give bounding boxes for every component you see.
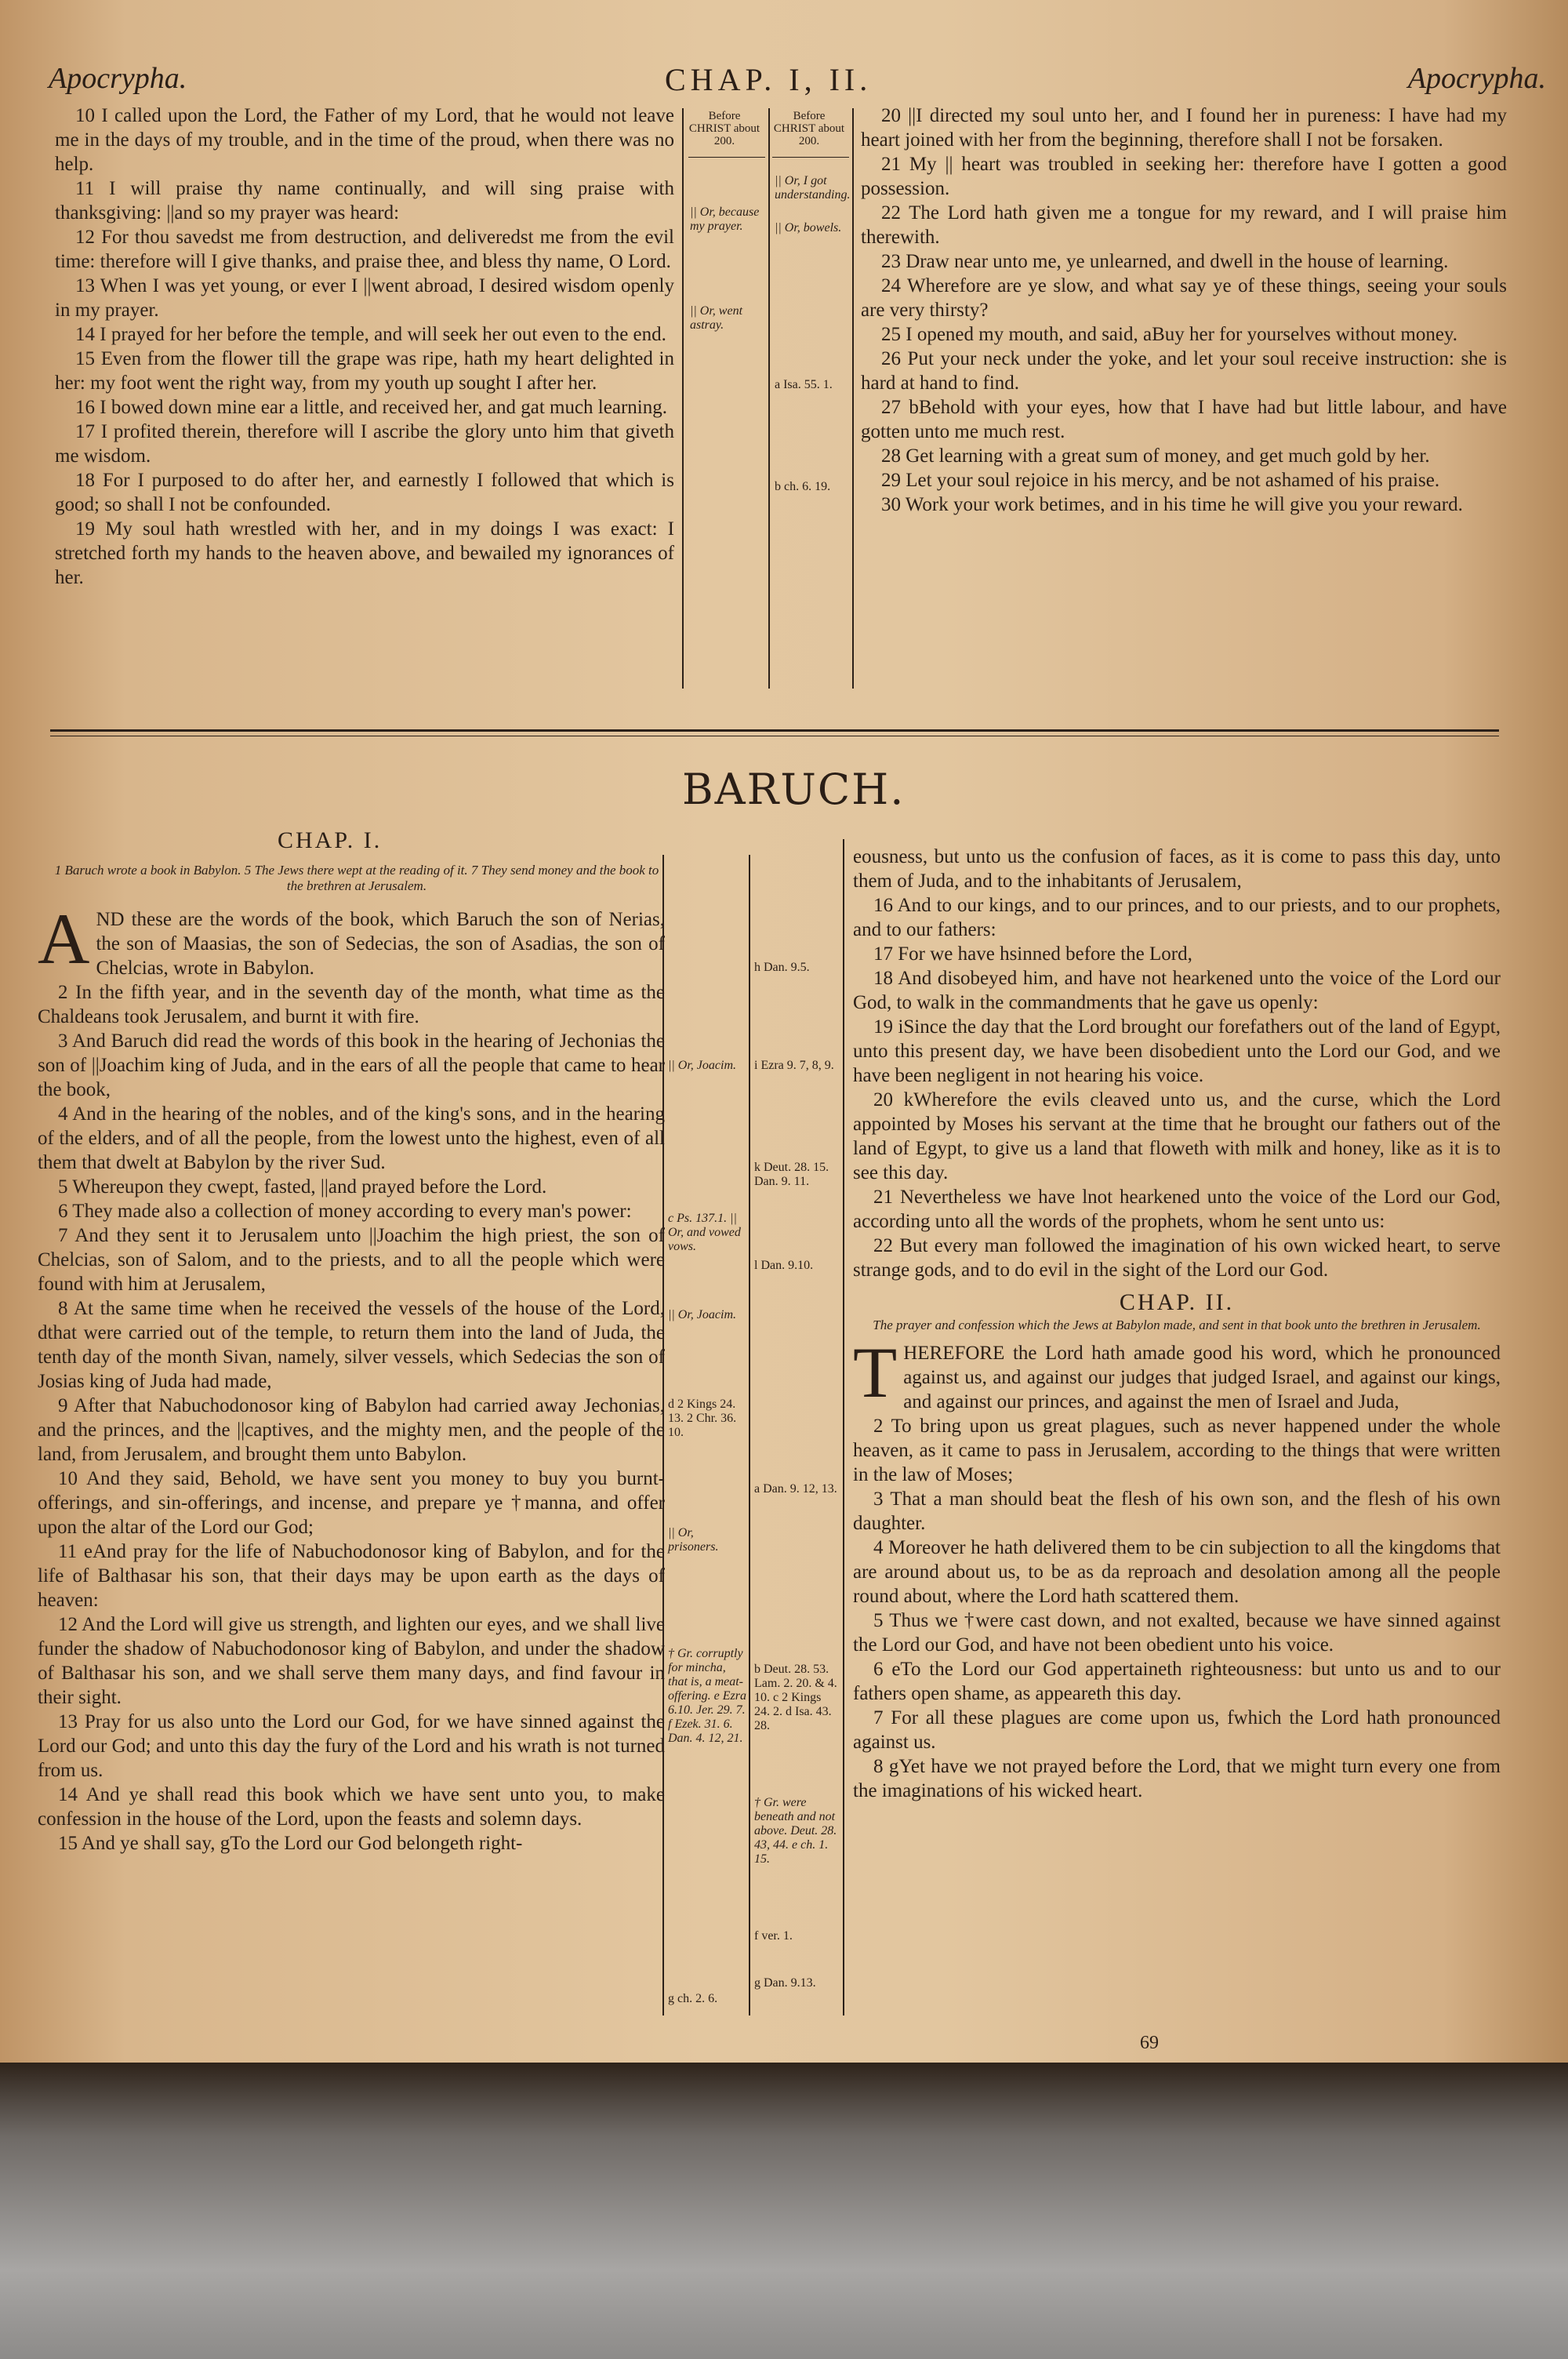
- verse: 12 And the Lord will give us strength, and lighten our eyes, and we shall live funder the shadow of Nabuchodonosor king of Babylon, and under the shadow of Balthasar his son, and we shall serve them many days, and find favour in their sight.: [38, 1614, 665, 1708]
- margin-note: b Deut. 28. 53. Lam. 2. 20. & 4. 10. c 2 Kings 24. 2. d Isa. 43. 28.: [754, 1663, 837, 1732]
- verse: 20 ||I directed my soul unto her, and I found her in pureness: I have had my heart joined with her from the beginning, therefore shall I not be forsaken.: [861, 105, 1507, 151]
- margin-note: l Dan. 9.10.: [754, 1259, 814, 1272]
- margin-note: g Dan. 9.13.: [754, 1976, 816, 1990]
- margin-note: f ver. 1.: [754, 1929, 793, 1943]
- verse: 20 kWherefore the evils cleaved unto us, and the curse, which the Lord appointed by Moses his servant at the time that he brought our fathers out of the land of Egypt, to give us a land that floweth with milk and honey, like as it is to see this day.: [853, 1089, 1501, 1183]
- verse: 21 My || heart was troubled in seeking her: therefore have I gotten a good possession.: [861, 154, 1507, 199]
- verse: 24 Wherefore are ye slow, and what say ye of these things, seeing your souls are very thirsty?: [861, 275, 1507, 321]
- verse: 7 And they sent it to Jerusalem unto ||Joachim the high priest, the son of Chelcias, son of Salom, and to the priests, and to all the people which were found with him at Jerusalem,: [38, 1225, 665, 1295]
- chapter-heading: CHAP. II.: [1119, 1289, 1235, 1315]
- verse: 6 eTo the Lord our God appertaineth righteousness: but unto us and to our fathers open shame, as appeareth this day.: [853, 1659, 1501, 1704]
- verse: 25 I opened my mouth, and said, aBuy her for yourselves without money.: [881, 324, 1458, 345]
- margin-note: || Or, went astray.: [690, 304, 743, 332]
- verse: 11 eAnd pray for the life of Nabuchodonosor king of Babylon, and for the life of Balthasar his son, that their days may be upon earth as the days of heaven:: [38, 1541, 665, 1611]
- verse: 27 bBehold with your eyes, how that I have had but little labour, and have gotten unto me much rest.: [861, 397, 1507, 442]
- verse: 8 At the same time when he received the vessels of the house of the Lord, dthat were carried out of the temple, to return them into the land of Juda, the tenth day of the month Sivan, namely, silver vessels, which Sedecias the son of Josias king of Juda had made,: [38, 1298, 665, 1392]
- verse: 13 When I was yet young, or ever I ||went abroad, I desired wisdom openly in my prayer.: [55, 275, 674, 321]
- margin-note: k Deut. 28. 15. Dan. 9. 11.: [754, 1161, 829, 1188]
- verse: 18 And disobeyed him, and have not hearkened unto the voice of the Lord our God, to walk in the commandments that he gave us openly:: [853, 968, 1501, 1013]
- margin-note: || Or, prisoners.: [668, 1526, 719, 1554]
- verse: [38, 899, 665, 980]
- verse: 22 But every man followed the imagination of his own wicked heart, to serve strange gods, and to do evil in the sight of the Lord our God.: [853, 1235, 1501, 1281]
- verse: 4 Moreover he hath delivered them to be cin subjection to all the kingdoms that are around about us, to be as da reproach and desolation among all the people round about, where the Lord hath scattered them.: [853, 1537, 1501, 1607]
- verse-text: HEREFORE the Lord hath amade good his word, which he pronounced against us, and against our judges that judged Israel, and against our kings, and against our princes, and against the men of Israel and Juda,: [903, 1343, 1501, 1412]
- margin-rule: [688, 157, 765, 158]
- margin-head-left: Before CHRIST about 200.: [688, 110, 760, 147]
- margin-note: a Isa. 55. 1.: [775, 378, 833, 391]
- verse: 16 I bowed down mine ear a little, and received her, and gat much learning.: [75, 397, 667, 418]
- margin-note: i Ezra 9. 7, 8, 9.: [754, 1059, 834, 1072]
- margin-note: a Dan. 9. 12, 13.: [754, 1482, 837, 1496]
- verse: 13 Pray for us also unto the Lord our God, for we have sinned against the Lord our God; and unto this day the fury of the Lord and his wrath is not turned from us.: [38, 1711, 665, 1781]
- verse: 10 And they said, Behold, we have sent you money to buy you burnt-offerings, and sin-offerings, and incense, and prepare ye †manna, and offer upon the altar of the Lord our God;: [38, 1468, 665, 1538]
- margin-note: h Dan. 9.5.: [754, 961, 810, 974]
- verse: 17 I profited therein, therefore will I ascribe the glory unto him that giveth me wisdom.: [55, 421, 674, 467]
- chapter-heading: CHAP. I.: [278, 827, 383, 853]
- chapter-summary: 1 Baruch wrote a book in Babylon. 5 The Jews there wept at the reading of it. 7 They send money and the book to the brethren at Jerusalem.: [54, 863, 659, 893]
- verse: 3 And Baruch did read the words of this book in the hearing of Jechonias the son of ||Joachim king of Juda, and in the ears of all the people that came to hear the book,: [38, 1030, 665, 1100]
- verse: 15 Even from the flower till the grape was ripe, hath my heart delighted in her: my foot went the right way, from my youth up sought I after her.: [55, 348, 674, 394]
- verse: 15 And ye shall say, gTo the Lord our God belongeth right-: [58, 1833, 523, 1854]
- verse: 19 My soul hath wrestled with her, and in my doings I was exact: I stretched forth my hands to the heaven above, and bewailed my ignorances of her.: [55, 518, 674, 588]
- running-head-left: Apocrypha.: [49, 62, 187, 95]
- verse: 11 I will praise thy name continually, and will sing praise with thanksgiving: ||and so my prayer was heard:: [55, 178, 674, 224]
- margin-note: c Ps. 137.1. || Or, and vowed vows.: [668, 1212, 741, 1253]
- chapter-summary: The prayer and confession which the Jews at Babylon made, and sent in that book unto the brethren in Jerusalem.: [873, 1318, 1481, 1332]
- verse: 8 gYet have we not prayed before the Lord, that we might turn every one from the imaginations of his wicked heart.: [853, 1756, 1501, 1801]
- drop-cap: A: [38, 899, 90, 979]
- drop-cap: T: [853, 1332, 898, 1412]
- page-number: 69: [1140, 2033, 1159, 2053]
- verse: eousness, but unto us the confusion of faces, as it is come to pass this day, unto them of Juda, and to the inhabitants of Jerusalem,: [853, 846, 1501, 892]
- text-column-top-right: [861, 104, 1507, 517]
- column-rule: [843, 839, 844, 2016]
- running-head-center: CHAP. I, II.: [665, 62, 873, 97]
- verse: 19 iSince the day that the Lord brought our forefathers out of the land of Egypt, unto this present day, we have been disobedient unto the Lord our God, and we have been negligent in not hearing his voice.: [853, 1016, 1501, 1086]
- verse: 2 In the fifth year, and in the seventh day of the month, what time as the Chaldeans took Jerusalem, and burnt it with fire.: [38, 982, 665, 1027]
- margin-note: d 2 Kings 24. 13. 2 Chr. 36. 10.: [668, 1398, 737, 1439]
- margin-note: † Gr. were beneath and not above. Deut. 28. 43, 44. e ch. 1. 15.: [754, 1796, 837, 1866]
- margin-note: † Gr. corruptly for mincha, that is, a meat-offering. e Ezra 6.10. Jer. 29. 7. f Ezek. 31. 6. Dan. 4. 12, 21.: [668, 1647, 746, 1745]
- margin-note: b ch. 6. 19.: [775, 480, 831, 493]
- running-head-right: Apocrypha.: [1407, 62, 1546, 95]
- verse: 21 Nevertheless we have lnot hearkened unto the voice of the Lord our God, according unto all the words of the prophets, whom he sent unto us:: [853, 1187, 1501, 1232]
- book-title: BARUCH.: [682, 765, 906, 814]
- text-column-bottom-right: [853, 845, 1501, 1803]
- margin-note: || Or, bowels.: [775, 221, 842, 234]
- verse: 14 I prayed for her before the temple, and will seek her out even to the end.: [75, 324, 666, 345]
- verse: 29 Let your soul rejoice in his mercy, and be not ashamed of his praise.: [881, 470, 1440, 491]
- verse: 30 Work your work betimes, and in his time he will give you your reward.: [881, 494, 1463, 515]
- verse: 12 For thou savedst me from destruction, and deliveredst me from the evil time: therefore will I give thanks, and praise thee, and bless thy name, O Lord.: [55, 227, 674, 272]
- verse: 18 For I purposed to do after her, and earnestly I followed that which is good; so shall I not be confounded.: [55, 470, 674, 515]
- verse: 28 Get learning with a great sum of money, and get much gold by her.: [881, 445, 1430, 467]
- verse: 2 To bring upon us great plagues, such as never happened under the whole heaven, as it came to pass in Jerusalem, according to the things that were written in the law of Moses;: [853, 1416, 1501, 1485]
- margin-rule: [772, 157, 849, 158]
- verse: 9 After that Nabuchodonosor king of Babylon had carried away Jechonias, and the princes, and the ||captives, and the mighty men, and the people of the land, from Jerusalem, and brought them unto Babylon.: [38, 1395, 665, 1465]
- verse: 26 Put your neck under the yoke, and let your soul receive instruction: she is hard at hand to find.: [861, 348, 1507, 394]
- margin-note: || Or, I got understanding.: [775, 174, 851, 202]
- section-divider: [50, 729, 1499, 732]
- verse: 4 And in the hearing of the nobles, and of the king's sons, and in the hearing of the elders, and of all the people, from the lowest unto the highest, even of all them that dwelt at Babylon by the river Sud.: [38, 1103, 665, 1173]
- column-rule: [852, 108, 854, 689]
- verse-text: ND these are the words of the book, which Baruch the son of Nerias, the son of Maasias, the son of Sedecias, the son of Asadias, the son of Chelcias, wrote in Babylon.: [96, 909, 665, 979]
- verse: 16 And to our kings, and to our princes, and to our priests, and to our prophets, and to our fathers:: [853, 895, 1501, 940]
- margin-note: || Or, because my prayer.: [690, 205, 760, 233]
- verse: 3 That a man should beat the flesh of his own son, and the flesh of his own daughter.: [853, 1488, 1501, 1534]
- verse: 7 For all these plagues are come upon us, fwhich the Lord hath pronounced against us.: [853, 1707, 1501, 1753]
- verse: 22 The Lord hath given me a tongue for my reward, and I will praise him therewith.: [861, 202, 1507, 248]
- margin-head-right: Before CHRIST about 200.: [773, 110, 845, 147]
- column-rule: [749, 855, 750, 2016]
- margin-note: g ch. 2. 6.: [668, 1992, 718, 2005]
- verse: [853, 1332, 1501, 1414]
- margin-note: || Or, Joacim.: [668, 1059, 737, 1072]
- background-surface: [0, 2063, 1568, 2359]
- verse: 23 Draw near unto me, ye unlearned, and dwell in the house of learning.: [881, 251, 1449, 272]
- margin-note: || Or, Joacim.: [668, 1308, 737, 1321]
- verse: 6 They made also a collection of money according to every man's power:: [58, 1201, 632, 1222]
- column-rule: [768, 108, 770, 689]
- verse: 5 Whereupon they cwept, fasted, ||and prayed before the Lord.: [58, 1176, 547, 1198]
- column-rule: [682, 108, 684, 689]
- verse: 10 I called upon the Lord, the Father of my Lord, that he would not leave me in the days of my trouble, and in the time of the proud, when there was no help.: [55, 105, 674, 175]
- verse: 17 For we have hsinned before the Lord,: [873, 943, 1192, 965]
- text-column-bottom-left: [38, 899, 665, 1856]
- verse: 5 Thus we †were cast down, and not exalted, because we have sinned against the Lord our God, and have not been obedient unto his voice.: [853, 1610, 1501, 1656]
- text-column-top-left: [55, 104, 674, 590]
- verse: 14 And ye shall read this book which we have sent unto you, to make confession in the house of the Lord, upon the feasts and solemn days.: [38, 1784, 665, 1830]
